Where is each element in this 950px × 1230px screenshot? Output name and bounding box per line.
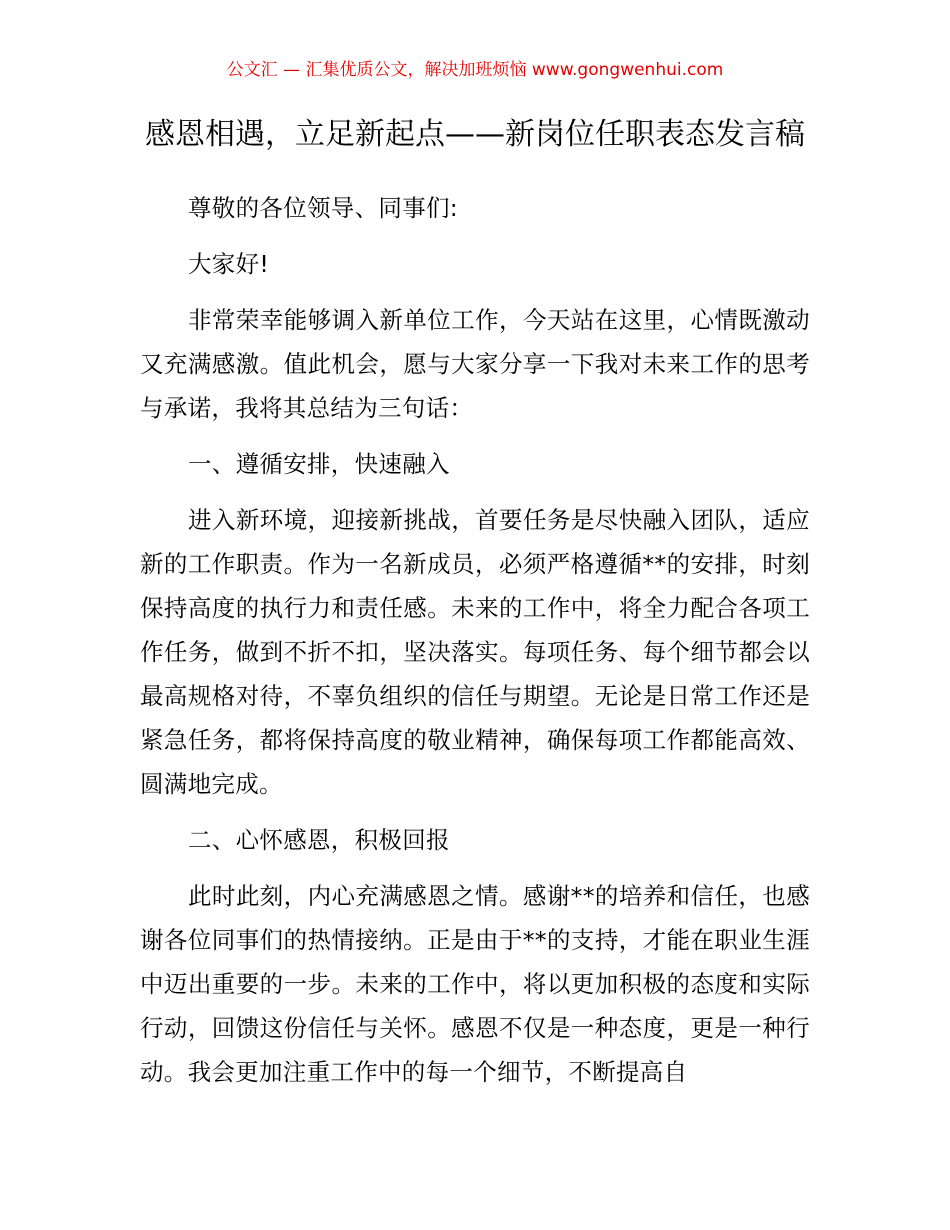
section-body-2: 此时此刻，内心充满感恩之情。感谢**的培养和信任，也感谢各位同事们的热情接纳。正是由于**的支持，才能在职业生涯中迈出重要的一步。未来的工作中，将以更加积极的态度和实际行动，回馈这份信任与关怀。感恩不仅是一种态度，更是一种行动。我会更加注重工作中的每一个细节，不断提高自 <box>140 882 810 1086</box>
section-heading-1: 一、遵循安排，快速融入 <box>188 450 450 478</box>
document-body <box>140 186 810 1106</box>
section-body-1: 进入新环境，迎接新挑战，首要任务是尽快融入团队，适应新的工作职责。作为一名新成员，必须严格遵循**的安排，时刻保持高度的执行力和责任感。未来的工作中，将全力配合各项工作任务，做到不折不扣，坚决落实。每项任务、每个细节都会以最高规格对待，不辜负组织的信任与期望。无论是日常工作还是紧急任务，都将保持高度的敬业精神，确保每项工作都能高效、圆满地完成。 <box>140 506 810 798</box>
greeting: 大家好! <box>188 250 270 278</box>
site-banner[interactable]: 公文汇 — 汇集优质公文，解决加班烦恼 www.gongwenhui.com <box>226 60 724 80</box>
document-title: 感恩相遇，立足新起点——新岗位任职表态发言稿 <box>145 117 805 152</box>
intro-paragraph: 非常荣幸能够调入新单位工作，今天站在这里，心情既激动又充满感激。值此机会，愿与大家分享一下我对未来工作的思考与承诺，我将其总结为三句话： <box>140 306 810 422</box>
salutation: 尊敬的各位领导、同事们: <box>188 194 459 222</box>
section-heading-2: 二、心怀感恩，积极回报 <box>188 826 450 854</box>
